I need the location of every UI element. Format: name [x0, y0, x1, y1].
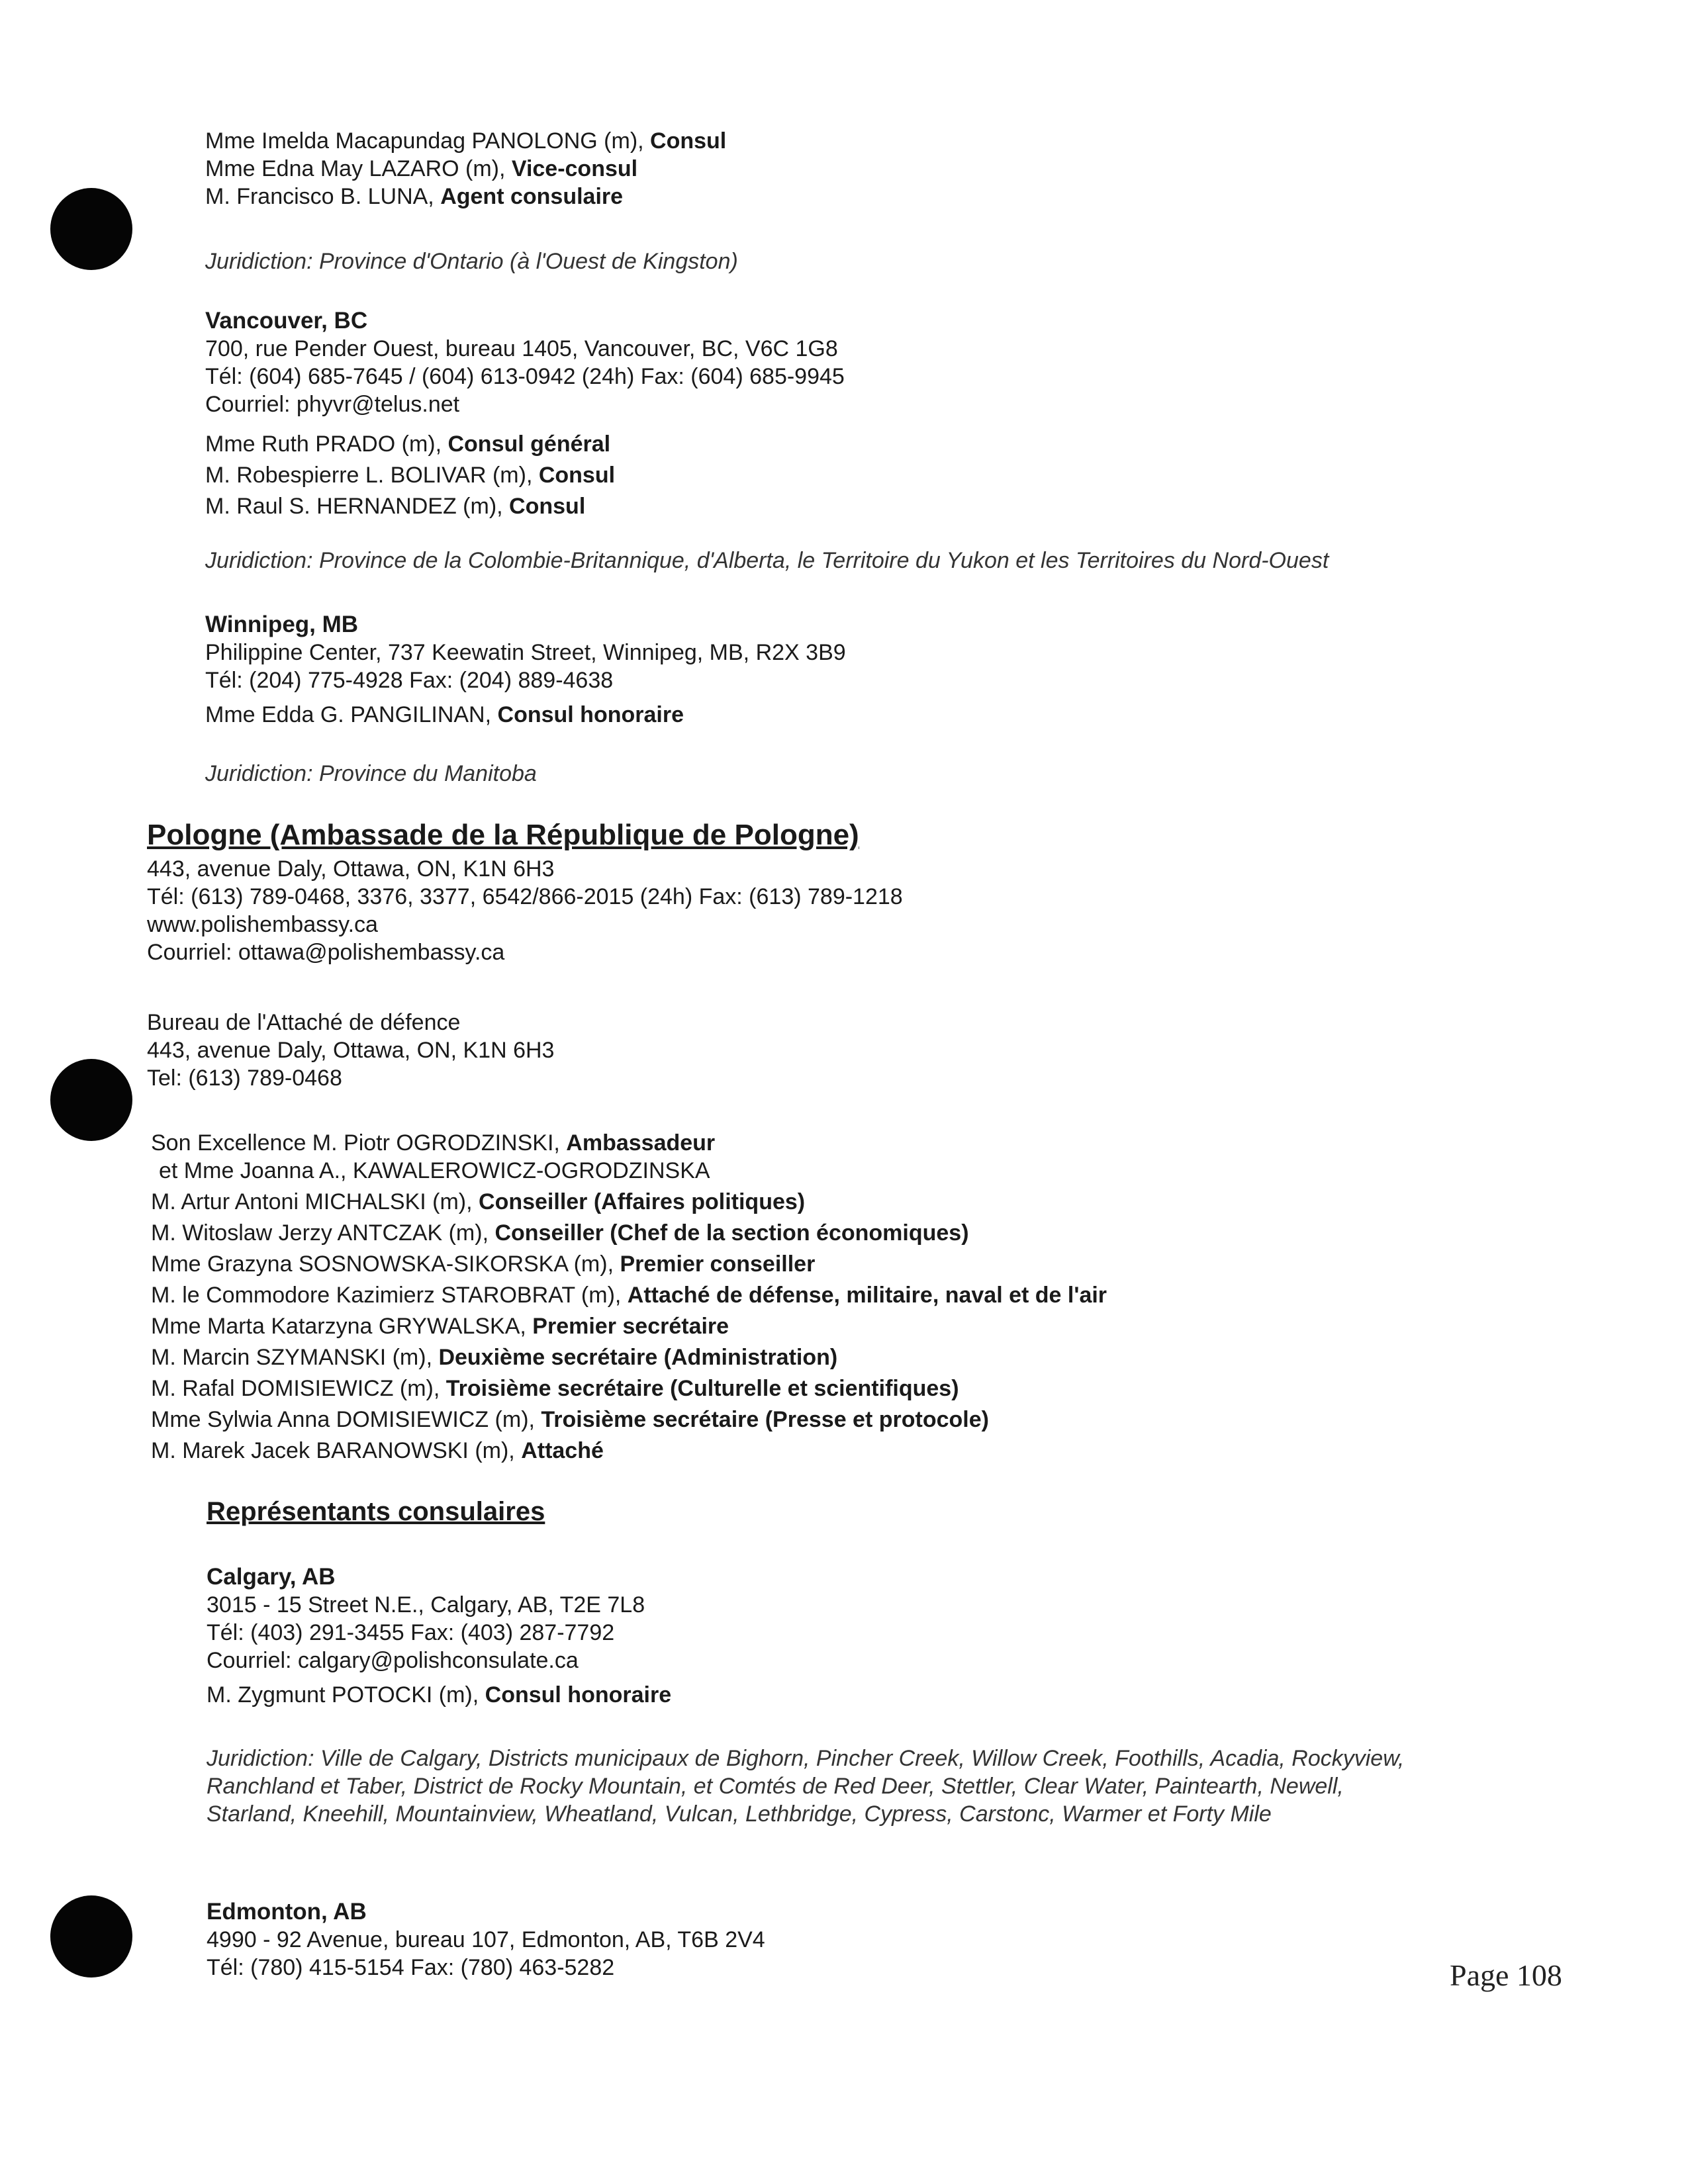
poland-embassy-staff: [151, 1129, 1107, 1465]
staff-entry: M. Rafal DOMISIEWICZ (m), Troisième secrétaire (Culturelle et scientifiques): [151, 1376, 959, 1401]
calgary-office: [207, 1563, 671, 1709]
poland-section: [147, 818, 859, 852]
office-email: Courriel: calgary@polishconsulate.ca: [207, 1648, 579, 1673]
embassy-email: Courriel: ottawa@polishembassy.ca: [147, 940, 505, 965]
office-phone: Tél: (780) 415-5154 Fax: (780) 463-5282: [207, 1955, 615, 1980]
edmonton-office: [207, 1898, 765, 1981]
country-heading: Pologne (Ambassade de la République de Pologne): [147, 819, 859, 851]
office-name: Bureau de l'Attaché de défence: [147, 1010, 461, 1035]
toronto-staff-list: [205, 127, 726, 210]
consular-section-heading: Représentants consulaires: [207, 1497, 545, 1526]
office-address: 700, rue Pender Ouest, bureau 1405, Vancouver, BC, V6C 1G8: [205, 336, 838, 361]
staff-entry: M. Artur Antoni MICHALSKI (m), Conseiller (Affaires politiques): [151, 1189, 806, 1214]
punch-hole-bottom: [50, 1895, 132, 1978]
office-phone: Tel: (613) 789-0468: [147, 1066, 342, 1091]
office-address: 4990 - 92 Avenue, bureau 107, Edmonton, AB, T6B 2V4: [207, 1927, 765, 1952]
staff-entry: M. Zygmunt POTOCKI (m), Consul honoraire: [207, 1682, 672, 1707]
winnipeg-office: [205, 611, 846, 729]
office-address: 3015 - 15 Street N.E., Calgary, AB, T2E 7L8: [207, 1592, 645, 1617]
office-email: Courriel: phyvr@telus.net: [205, 392, 460, 417]
poland-embassy-contact: [147, 855, 903, 966]
office-city: Vancouver, BC: [205, 308, 368, 334]
vancouver-jurisdiction: Juridiction: Province de la Colombie-Britannique, d'Alberta, le Territoire du Yukon et les Territoires du Nord-Ouest: [205, 548, 1329, 573]
office-address: Philippine Center, 737 Keewatin Street, Winnipeg, MB, R2X 3B9: [205, 640, 846, 665]
staff-entry: M. Francisco B. LUNA, Agent consulaire: [205, 184, 624, 209]
embassy-website: www.polishembassy.ca: [147, 912, 378, 937]
office-address: 443, avenue Daly, Ottawa, ON, K1N 6H3: [147, 1038, 555, 1063]
page-number: Page 108: [1450, 1958, 1562, 1992]
office-phone: Tél: (403) 291-3455 Fax: (403) 287-7792: [207, 1620, 615, 1645]
staff-entry: Mme Sylwia Anna DOMISIEWICZ (m), Troisième secrétaire (Presse et protocole): [151, 1407, 989, 1432]
staff-entry: M. Marcin SZYMANSKI (m), Deuxième secrétaire (Administration): [151, 1345, 838, 1370]
staff-entry: M. Raul S. HERNANDEZ (m), Consul: [205, 494, 586, 519]
staff-entry: M. Witoslaw Jerzy ANTCZAK (m), Conseiller (Chef de la section économiques): [151, 1220, 969, 1246]
office-phone: Tél: (204) 775-4928 Fax: (204) 889-4638: [205, 668, 614, 693]
staff-entry: M. Robespierre L. BOLIVAR (m), Consul: [205, 463, 616, 488]
spouse-entry: et Mme Joanna A., KAWALEROWICZ-OGRODZINSKA: [159, 1158, 710, 1183]
staff-entry: Mme Edna May LAZARO (m), Vice-consul: [205, 156, 638, 181]
staff-entry: Mme Ruth PRADO (m), Consul général: [205, 432, 611, 457]
punch-hole-middle: [50, 1059, 132, 1141]
embassy-phone: Tél: (613) 789-0468, 3376, 3377, 6542/866-2015 (24h) Fax: (613) 789-1218: [147, 884, 903, 909]
staff-entry: Mme Edda G. PANGILINAN, Consul honoraire: [205, 702, 684, 727]
calgary-jurisdiction: Juridiction: Ville de Calgary, Districts municipaux de Bighorn, Pincher Creek, Willow Creek, Foothills, Acadia, Rockyview, Ranchland et Taber, District de Rocky Mountain, et Comtés de Red Deer, Stettler, Clear Water, Paintearth, Newell, Starland, Kneehill, Mountainview, Wheatland, Vulcan, Lethbridge, Cypress, Carstonc, Warmer et Forty Mile: [207, 1746, 1405, 1827]
office-city: Edmonton, AB: [207, 1899, 367, 1925]
winnipeg-jurisdiction: Juridiction: Province du Manitoba: [205, 761, 537, 786]
staff-entry: Mme Grazyna SOSNOWSKA-SIKORSKA (m), Premier conseiller: [151, 1251, 816, 1277]
embassy-address: 443, avenue Daly, Ottawa, ON, K1N 6H3: [147, 856, 555, 882]
staff-entry: Mme Imelda Macapundag PANOLONG (m), Consul: [205, 128, 727, 154]
vancouver-office: [205, 307, 845, 418]
ambassador-entry: Son Excellence M. Piotr OGRODZINSKI, Ambassadeur: [151, 1130, 716, 1156]
toronto-jurisdiction: Juridiction: Province d'Ontario (à l'Ouest de Kingston): [205, 249, 738, 274]
staff-entry: M. Marek Jacek BARANOWSKI (m), Attaché: [151, 1438, 604, 1463]
office-city: Winnipeg, MB: [205, 612, 359, 637]
staff-entry: M. le Commodore Kazimierz STAROBRAT (m), Attaché de défense, militaire, naval et de l'air: [151, 1283, 1107, 1308]
staff-entry: Mme Marta Katarzyna GRYWALSKA, Premier secrétaire: [151, 1314, 729, 1339]
office-city: Calgary, AB: [207, 1564, 336, 1590]
defence-attache-office: [147, 1009, 554, 1092]
punch-hole-top: [50, 188, 132, 270]
office-phone: Tél: (604) 685-7645 / (604) 613-0942 (24h) Fax: (604) 685-9945: [205, 364, 845, 389]
vancouver-staff-list: [205, 430, 615, 520]
